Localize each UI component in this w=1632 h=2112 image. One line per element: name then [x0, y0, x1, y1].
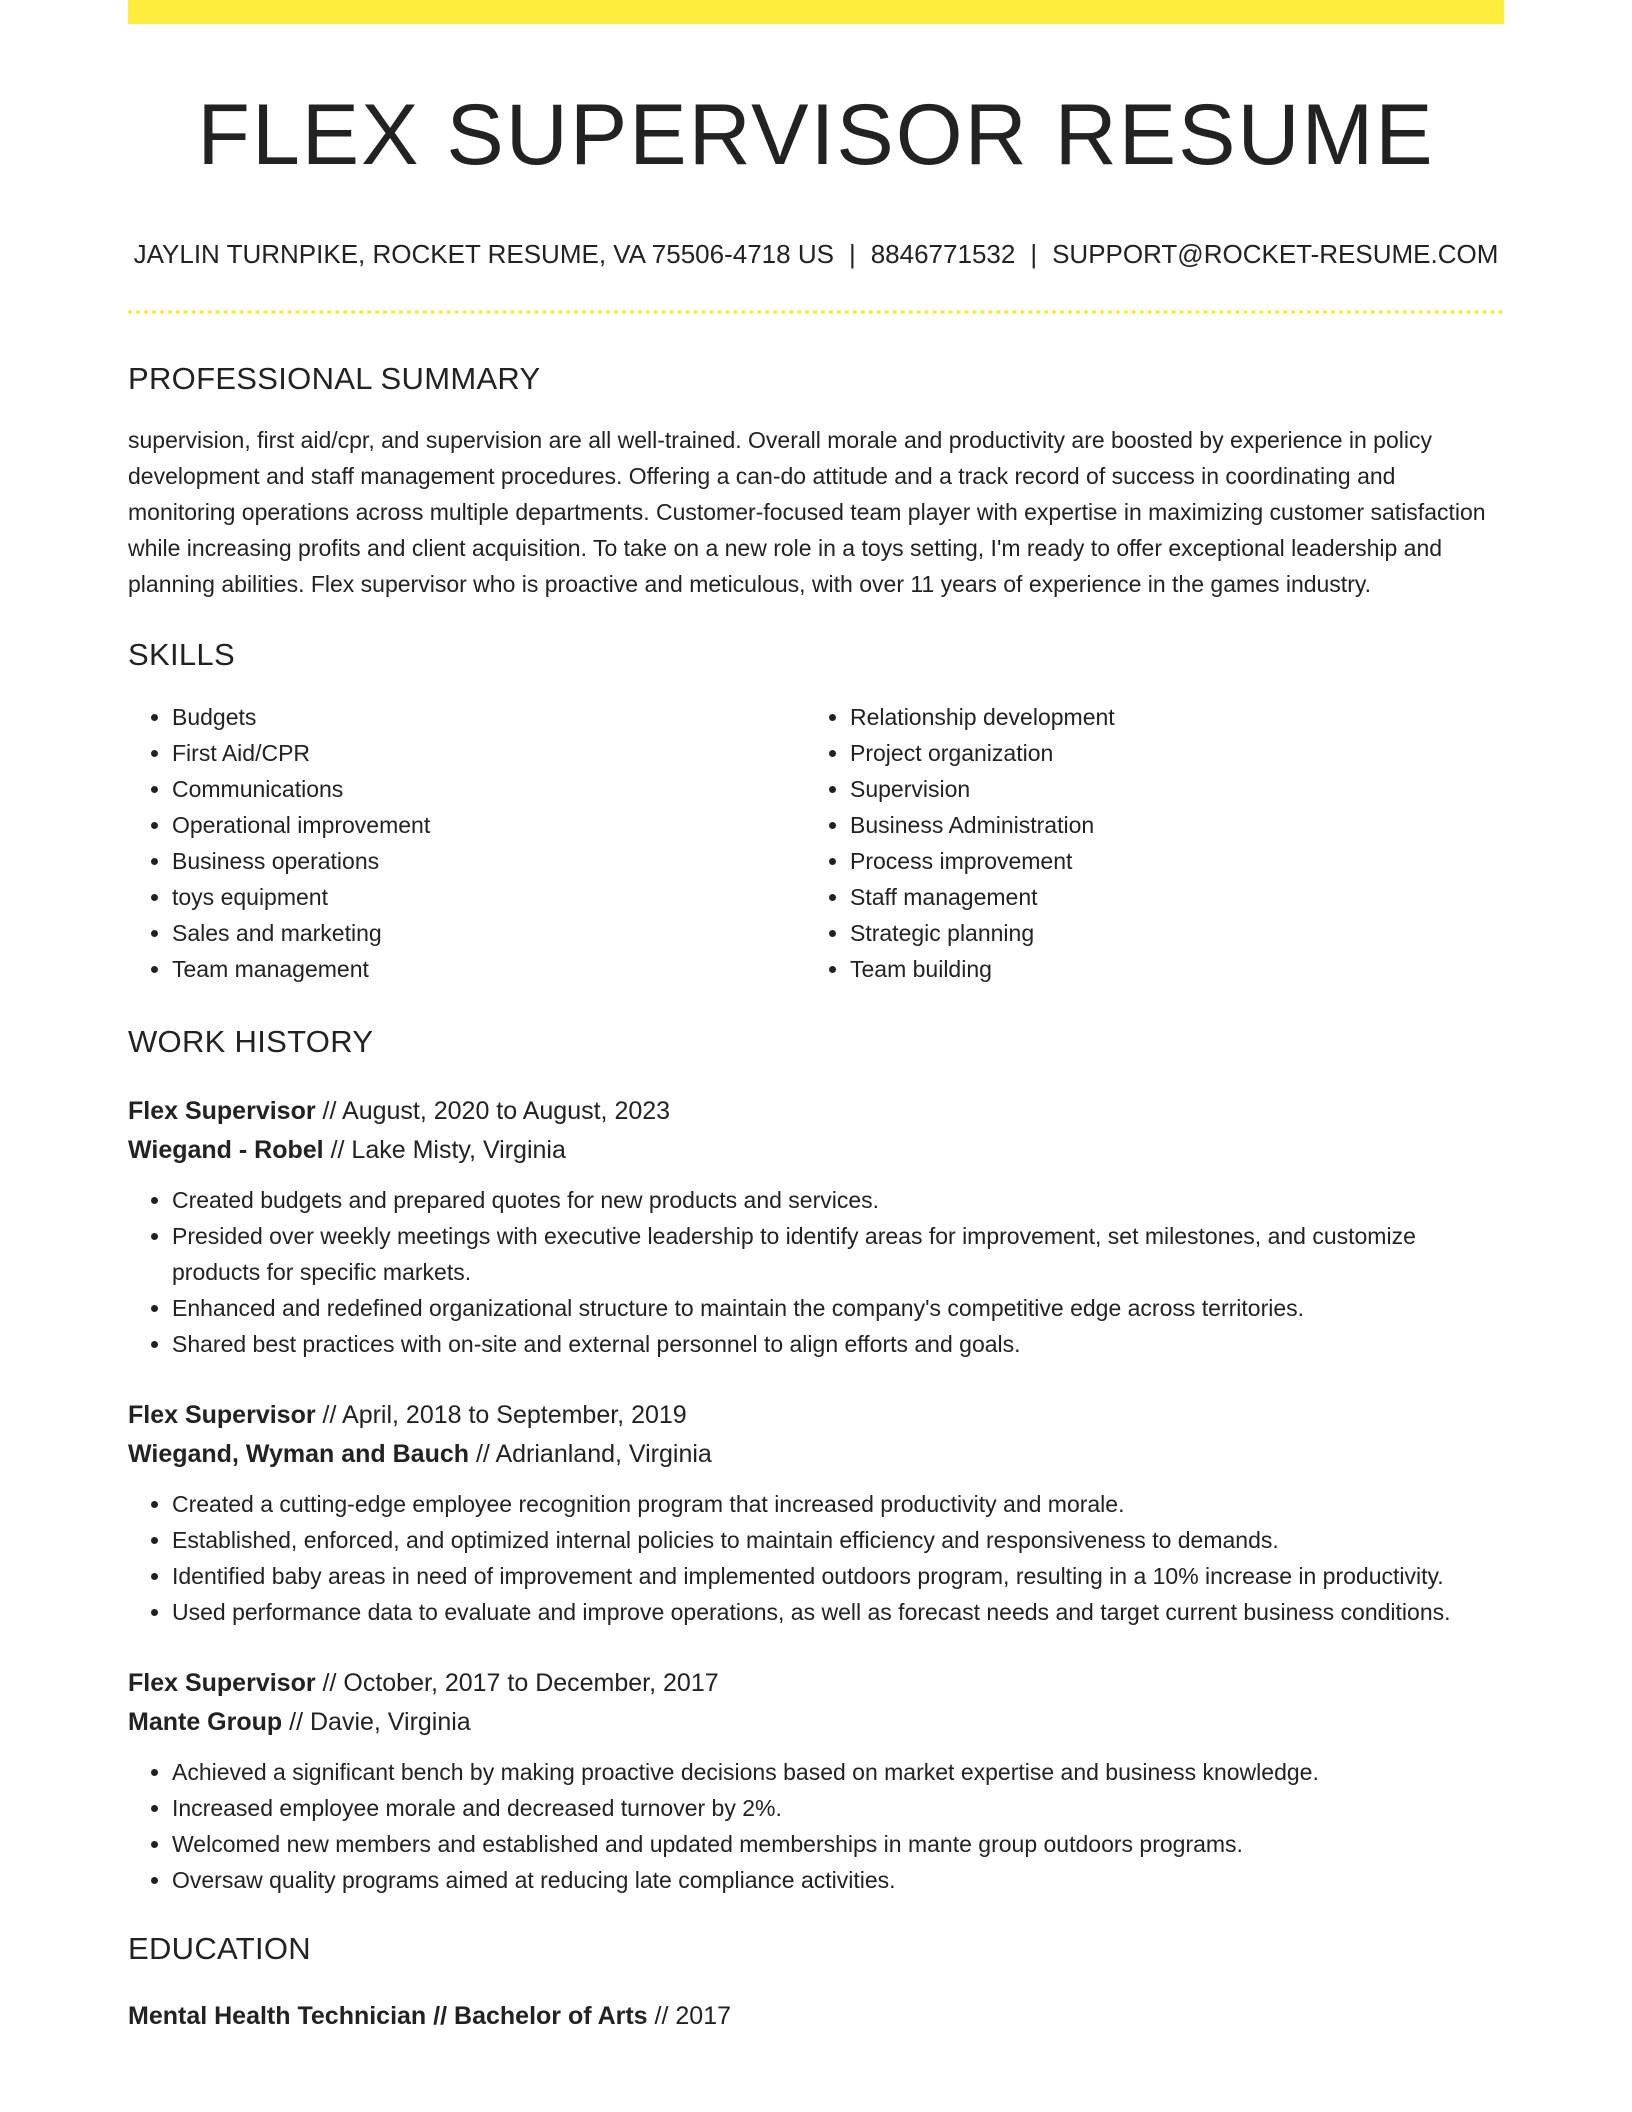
skills-heading: SKILLS — [128, 636, 235, 672]
contact-address: JAYLIN TURNPIKE, ROCKET RESUME, VA 75506-4718 US — [133, 239, 834, 270]
job-dates: August, 2020 to August, 2023 — [342, 1096, 671, 1125]
job-bullet: • Increased employee morale and decreased turnover by 2%. — [172, 1790, 1504, 1826]
job-bullet: • Enhanced and redefined organizational structure to maintain the company's competitive edge across territories. — [172, 1290, 1504, 1326]
skills-list-right — [806, 699, 1484, 987]
job-company-line — [128, 1131, 1504, 1170]
job-bullet: • Shared best practices with on-site and external personnel to align efforts and goals. — [172, 1326, 1504, 1362]
skill-item: • Staff management — [850, 879, 1484, 915]
skill-item: • Team building — [850, 951, 1484, 987]
education-separator: // — [433, 2002, 448, 2031]
summary-section — [128, 360, 1504, 601]
contact-email: SUPPORT@ROCKET-RESUME.COM — [1052, 239, 1499, 270]
job-bullet: • Established, enforced, and optimized internal policies to maintain efficiency and responsiveness to demands. — [172, 1522, 1504, 1558]
job-title-line — [128, 1092, 1504, 1131]
job-bullet: • Welcomed new members and established and updated memberships in mante group outdoors programs. — [172, 1826, 1504, 1862]
skill-item: • Sales and marketing — [172, 915, 806, 951]
job-title: Flex Supervisor — [128, 1400, 316, 1429]
header-divider — [128, 310, 1504, 314]
job-separator: // — [289, 1707, 304, 1736]
job-dates: October, 2017 to December, 2017 — [343, 1668, 719, 1697]
skill-item: • Business operations — [172, 843, 806, 879]
education-year: 2017 — [675, 2002, 732, 2031]
education-field: Mental Health Technician — [128, 2002, 427, 2031]
job-company: Wiegand - Robel — [128, 1135, 324, 1164]
job-location: Davie, Virginia — [309, 1707, 471, 1736]
education-degree: Bachelor of Arts — [454, 2002, 648, 2031]
contact-line — [128, 239, 1504, 270]
job-bullets — [128, 1486, 1504, 1630]
job-bullet: • Presided over weekly meetings with executive leadership to identify areas for improvement, set milestones, and customize products for specific markets. — [172, 1218, 1504, 1290]
job-company: Wiegand, Wyman and Bauch — [128, 1439, 470, 1468]
skill-item: • Communications — [172, 771, 806, 807]
job-title: Flex Supervisor — [128, 1668, 316, 1697]
job-dates: April, 2018 to September, 2019 — [342, 1400, 687, 1429]
contact-phone: 8846771532 — [870, 239, 1016, 270]
job-separator: // — [322, 1096, 337, 1125]
skills-list-left — [128, 699, 806, 987]
job-separator: // — [322, 1400, 337, 1429]
contact-separator: | — [1030, 239, 1038, 270]
job-bullet: • Created a cutting-edge employee recognition program that increased productivity and morale. — [172, 1486, 1504, 1522]
skill-item: • Relationship development — [850, 699, 1484, 735]
top-accent-bar — [128, 0, 1504, 24]
work-history-heading: WORK HISTORY — [128, 1023, 374, 1059]
skill-item: • First Aid/CPR — [172, 735, 806, 771]
job-location: Adrianland, Virginia — [495, 1439, 712, 1468]
resume-page — [128, 0, 1504, 2036]
skill-item: • Team management — [172, 951, 806, 987]
education-section — [128, 1930, 1504, 2036]
job-bullet: • Achieved a significant bench by making proactive decisions based on market expertise and business knowledge. — [172, 1754, 1504, 1790]
job-entry — [128, 1092, 1504, 1362]
skills-section — [128, 636, 1504, 987]
job-separator: // — [322, 1668, 337, 1697]
contact-separator: | — [848, 239, 856, 270]
job-company-line — [128, 1703, 1504, 1742]
skill-item: • Strategic planning — [850, 915, 1484, 951]
job-bullet: • Created budgets and prepared quotes for new products and services. — [172, 1182, 1504, 1218]
job-company-line — [128, 1435, 1504, 1474]
job-title-line — [128, 1664, 1504, 1703]
job-company: Mante Group — [128, 1707, 283, 1736]
education-separator: // — [654, 2002, 669, 2031]
education-entry — [128, 1997, 1504, 2036]
job-bullets — [128, 1182, 1504, 1362]
skill-item: • Budgets — [172, 699, 806, 735]
job-title-line — [128, 1396, 1504, 1435]
job-entry — [128, 1664, 1504, 1898]
skill-item: • Business Administration — [850, 807, 1484, 843]
skill-item: • toys equipment — [172, 879, 806, 915]
job-title: Flex Supervisor — [128, 1096, 316, 1125]
job-bullet: • Identified baby areas in need of improvement and implemented outdoors program, resulting in a 10% increase in productivity. — [172, 1558, 1504, 1594]
summary-text: supervision, first aid/cpr, and supervision are all well-trained. Overall morale and productivity are boosted by experience in policy development and staff management procedures. Offering a can-do attitude and a track record of success in coordinating and monitoring operations across multiple departments. Customer-focused team player with expertise in maximizing customer satisfaction while increasing profits and client acquisition. To take on a new role in a toys setting, I'm ready to offer exceptional leadership and planning abilities. Flex supervisor who is proactive and meticulous, with over 11 years of experience in the games industry. — [128, 426, 1486, 597]
work-history-section — [128, 1023, 1504, 1898]
page-title: FLEX SUPERVISOR RESUME — [197, 87, 1435, 183]
job-location: Lake Misty, Virginia — [351, 1135, 566, 1164]
skill-item: • Supervision — [850, 771, 1484, 807]
skill-item: • Process improvement — [850, 843, 1484, 879]
skill-item: • Project organization — [850, 735, 1484, 771]
summary-heading: PROFESSIONAL SUMMARY — [128, 361, 541, 397]
job-separator: // — [475, 1439, 490, 1468]
skill-item: • Operational improvement — [172, 807, 806, 843]
job-separator: // — [330, 1135, 345, 1164]
job-bullet: • Used performance data to evaluate and improve operations, as well as forecast needs and target current business conditions. — [172, 1594, 1504, 1630]
job-entry — [128, 1396, 1504, 1630]
job-bullets — [128, 1754, 1504, 1898]
job-bullet: • Oversaw quality programs aimed at reducing late compliance activities. — [172, 1862, 1504, 1898]
skills-grid — [128, 699, 1504, 987]
education-heading: EDUCATION — [128, 1930, 311, 1966]
